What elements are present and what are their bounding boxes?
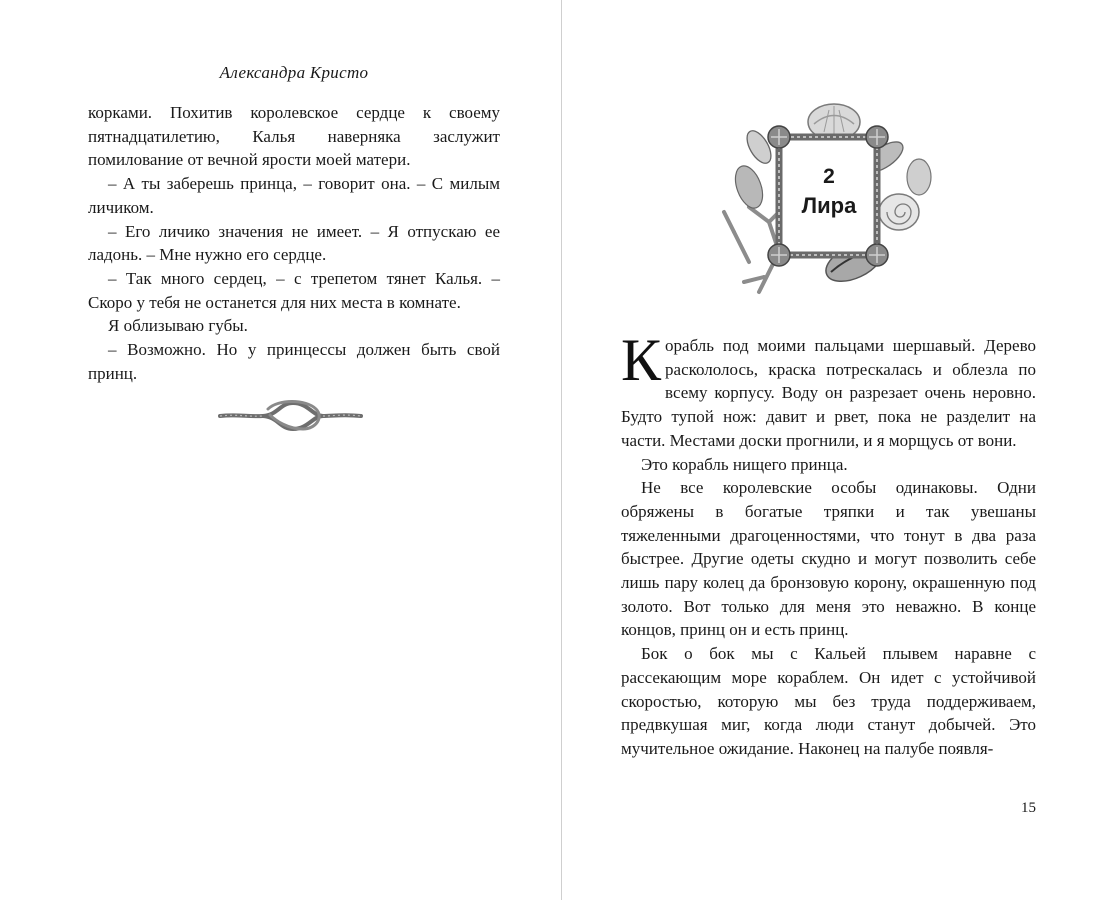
chapter-number: 2: [823, 165, 835, 188]
paragraph: – Так много сердец, – с трепетом тянет Калья. – Скоро у тебя не останется для них места в комнате.: [88, 268, 500, 312]
right-page-text: [621, 327, 1036, 761]
running-head: Александра Кристо: [219, 63, 369, 82]
rope-knot-ornament-icon: [218, 395, 363, 437]
paragraph: – А ты заберешь принца, – говорит она. – С милым личиком.: [88, 174, 500, 217]
paragraph: – Возможно. Но у принцессы должен быть свой принц.: [88, 340, 500, 383]
spine-divider: [561, 0, 562, 900]
paragraph: Бок о бок мы с Кальей плывем наравне с рассекающим море кораблем. Он идет с устойчивой скоростью, которую мы без труда поддерживаем, предвкушая миг, когда люди станут добычей. Это мучительное ожидание. Наконец на палубе появля-: [621, 644, 1036, 758]
opening-paragraph-text: орабль под моими пальцами шершавый. Дерево раскололось, краска потрескалась и облезла по всему корпусу. Воду он разрезает очень неровно. Будто тупой нож: давит и рвет, пока не разделит на части. Местами доски прогнили, и я морщусь от вони.: [621, 336, 1036, 450]
chapter-emblem: [719, 102, 939, 307]
paragraph: – Его личико значения не имеет. – Я отпускаю ее ладонь. – Мне нужно его сердце.: [88, 221, 500, 265]
left-page-text: [88, 101, 500, 385]
paragraph: Это корабль нищего принца.: [641, 454, 848, 474]
paragraph: Не все королевские особы одинаковы. Одни обряжены в богатые тряпки и так увешаны тяжеленными драгоценностями, что тонут в два раза быстрее. Другие одеты скудно и могут позволить себе лишь пару колец да бронзовую корону, окрашенную под золото. Вот только для меня это неважно. В конце концов, принц он и есть принц.: [621, 478, 1036, 640]
page-number: 15: [1021, 800, 1036, 816]
opening-paragraph: [621, 327, 1036, 453]
drop-cap: К: [621, 327, 662, 393]
paragraph: корками. Похитив королевское сердце к своему пятнадцатилетию, Калья наверняка заслужит помилование от вечной ярости моей матери.: [88, 103, 500, 170]
paragraph: Я облизываю губы.: [108, 316, 248, 336]
chapter-title: Лира: [801, 193, 857, 218]
